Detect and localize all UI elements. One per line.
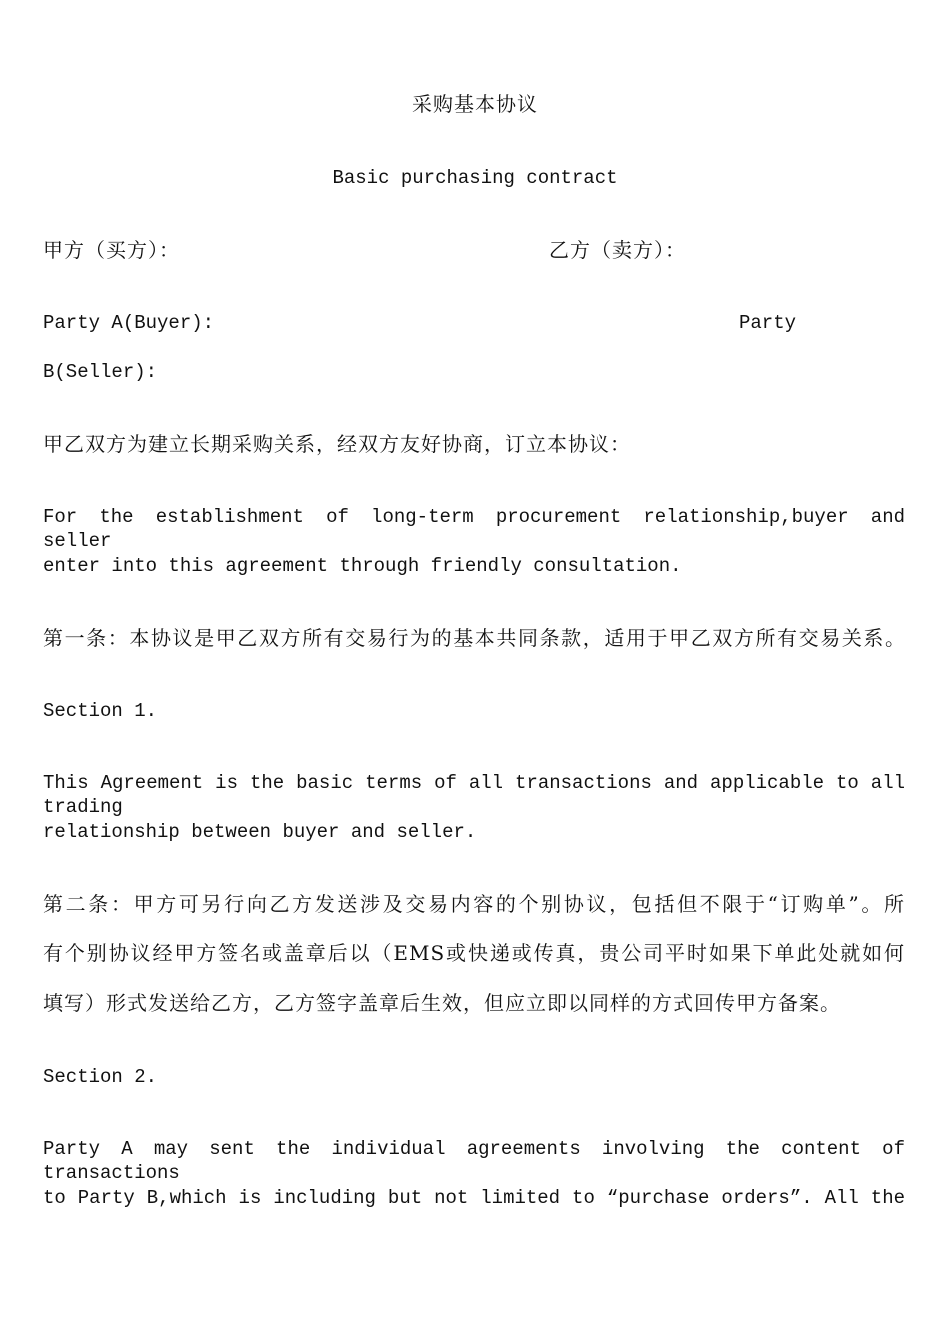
section-2-heading: Section 2. [43, 1066, 158, 1088]
party-b-english-label-part2: B(Seller): [43, 361, 158, 383]
section-2-chinese-line-1: 第二条：甲方可另行向乙方发送涉及交易内容的个别协议，包括但不限于“订购单”。所 [43, 892, 905, 916]
party-a-english-label: Party A(Buyer): [43, 312, 215, 334]
intro-english-line-2: enter into this agreement through friendly consultation. [43, 555, 682, 577]
intro-english-line-1: For the establishment of long-term procurement relationship,buyer and seller [43, 506, 905, 552]
intro-chinese: 甲乙双方为建立长期采购关系，经双方友好协商，订立本协议： [43, 432, 631, 456]
section-1-chinese: 第一条：本协议是甲乙双方所有交易行为的基本共同条款，适用于甲乙双方所有交易关系。 [43, 626, 905, 650]
title-english: Basic purchasing contract [332, 167, 618, 189]
section-1-heading: Section 1. [43, 700, 158, 722]
section-1-english-line-2: relationship between buyer and seller. [43, 821, 477, 843]
section-2-chinese-line-3: 填写）形式发送给乙方，乙方签字盖章后生效，但应立即以同样的方式回传甲方备案。 [43, 991, 841, 1015]
section-1-english-line-1: This Agreement is the basic terms of all transactions and applicable to all trading [43, 772, 905, 818]
party-b-chinese-label: 乙方（卖方）： [549, 238, 686, 262]
section-2-english-line-1: Party A may sent the individual agreements involving the content of transactions [43, 1138, 905, 1184]
party-b-english-label-part1: Party [739, 312, 797, 334]
section-2-english-line-2: to Party B,which is including but not limited to “purchase orders”. All the [43, 1187, 905, 1209]
section-2-chinese-line-2: 有个别协议经甲方签名或盖章后以（EMS或快递或传真，贵公司平时如果下单此处就如何 [43, 941, 905, 965]
party-a-chinese-label: 甲方（买方）： [43, 238, 180, 262]
title-chinese: 采购基本协议 [412, 92, 538, 116]
